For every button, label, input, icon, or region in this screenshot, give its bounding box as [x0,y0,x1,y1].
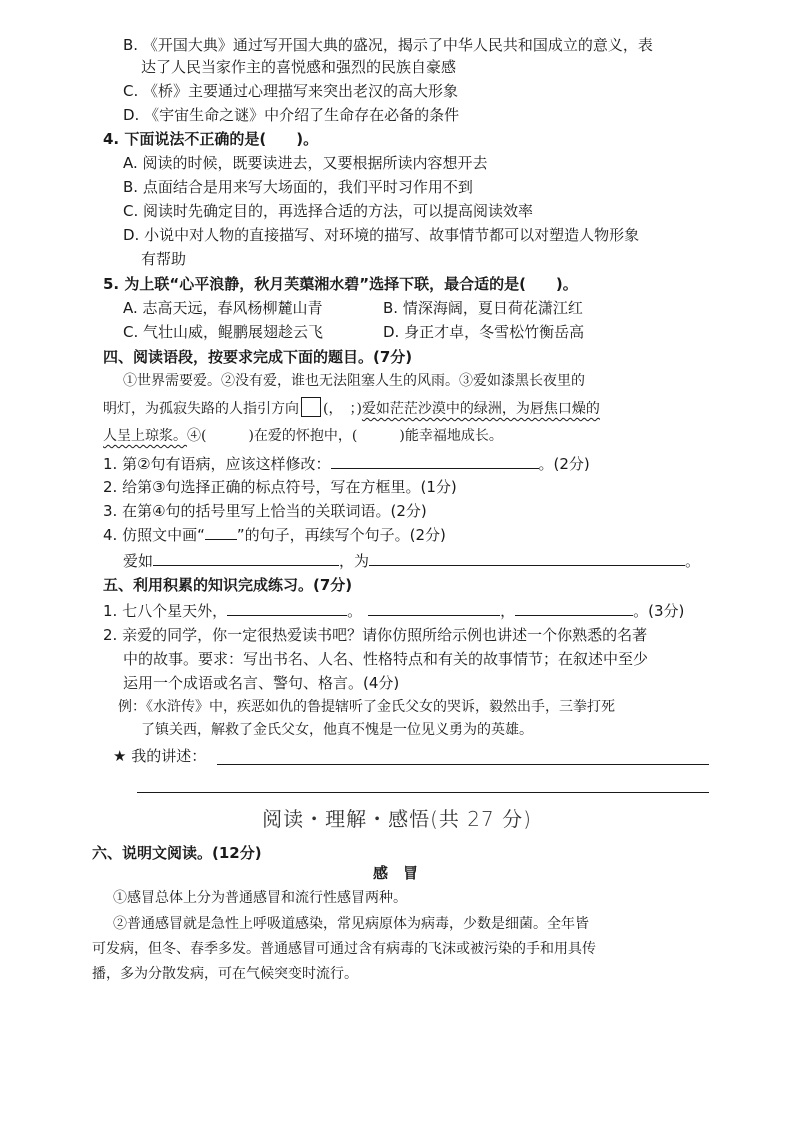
section5-q1-score: 。(3分) [633,602,685,620]
section4-q4-label-a: 4. 仿照文中画“ [103,526,205,544]
poem-comma: ， [500,602,516,620]
section5-q2-line2: 中的故事。要求：写出书名、人名、性格特点和有关的故事情节；在叙述中至少 [123,650,649,668]
punctuation-choices: (， ；) [323,401,362,417]
wavy-underlined-sentence-part2: 人呈上琼浆。 [103,428,187,444]
wavy-underlined-sentence-part1: 爱如茫茫沙漠中的绿洲，为唇焦口燥的 [361,401,600,417]
wavy-mark-sample [205,525,237,540]
article-paragraph-2-line3: 播，多为分散发病，可在气候突变时流行。 [92,966,358,982]
section4-q1-score: 。(2分) [538,455,590,473]
q4-option-d-line1: D. 小说中对人物的直接描写、对环境的描写、故事情节都可以对塑造人物形象 [123,226,640,244]
q4-option-d-line2: 有帮助 [141,250,187,268]
section4-q2: 2. 给第③句选择正确的标点符号，写在方框里。(1分) [103,478,457,496]
section6-heading: 六、说明文阅读。(12分) [92,844,262,862]
q4-stem: 4. 下面说法不正确的是( )。 [103,130,319,148]
q3-option-b-line2: 达了人民当家作主的喜悦感和强烈的民族自豪感 [141,58,457,76]
section5-q2-line3: 运用一个成语或名言、警句、格言。(4分) [123,674,400,692]
poem-blank-3[interactable] [515,599,633,616]
q3-option-c: C. 《桥》主要通过心理描写来突出老汉的高大形象 [123,82,459,100]
section4-passage-line1: ①世界需要爱。②没有爱，谁也无法阻塞人生的风雨。③爱如漆黑长夜里的 [123,373,585,389]
article-paragraph-2-line1: ②普通感冒就是急性上呼吸道感染，常见病原体为病毒，少数是细菌。全年皆 [113,916,589,932]
section4-q4 [103,524,446,546]
my-story-answer-line-1[interactable] [217,764,709,765]
section4-passage-line3 [103,425,503,447]
section5-q2-line1: 2. 亲爱的同学，你一定很热爱读书吧？请你仿照所给示例也讲述一个你熟悉的名著 [103,626,648,644]
section4-q3: 3. 在第④句的括号里写上恰当的关联词语。(2分) [103,502,427,520]
passage-sentence4: ④( )在爱的怀抱中，( )能幸福地成长。 [187,428,503,444]
poem-blank-1[interactable] [227,599,347,616]
poem-blank-2[interactable] [368,599,500,616]
example-line2: 了镇关西，解救了金氏父女，他真不愧是一位见义勇为的英雄。 [141,722,533,738]
section5-q1-label: 1. 七八个星天外， [103,602,228,620]
love-as-blank[interactable] [153,549,339,566]
my-story-answer-line-2[interactable] [137,792,709,793]
article-paragraph-1: ①感冒总体上分为普通感冒和流行性感冒两种。 [113,890,407,906]
article-title: 感 冒 [373,864,419,882]
q3-option-d: D. 《宇宙生命之谜》中介绍了生命存在必备的条件 [123,106,460,124]
period: 。 [685,552,701,570]
q3-option-b-line1: B. 《开国大典》通过写开国大典的盛况，揭示了中华人民共和国成立的意义，表 [123,36,653,54]
example-line1: 例：《水浒传》中，疾恶如仇的鲁提辖听了金氏父女的哭诉，毅然出手，三拳打死 [118,699,615,715]
for-blank[interactable] [369,549,685,566]
q5-option-d: D. 身正才卓，冬雪松竹衡岳高 [383,323,585,341]
section4-heading: 四、阅读语段，按要求完成下面的题目。(7分) [103,348,413,366]
q5-option-b: B. 情深海阔，夏日荷花潇江红 [383,299,583,317]
star-icon: ★ [113,747,127,765]
article-paragraph-2-line2: 可发病，但冬、春季多发。普通感冒可通过含有病毒的飞沫或被污染的手和用具传 [92,941,596,957]
passage-line2-start: 明灯，为孤寂失路的人指引方向 [103,401,299,417]
section4-q4-answer-line [123,549,700,572]
section4-passage-line2 [103,397,600,420]
poem-period-1: 。 [347,602,363,620]
section4-q1-label: 1. 第②句有语病，应该这样修改： [103,455,331,473]
my-story-label: 我的讲述： [131,747,207,765]
q1-answer-blank[interactable] [331,452,539,469]
my-story-row [113,745,206,767]
reading-section-banner: 阅读・理解・感悟(共 27 分) [262,807,532,831]
section5-heading: 五、利用积累的知识完成练习。(7分) [103,576,353,594]
q5-option-c: C. 气壮山威，鲲鹏展翅趁云飞 [123,323,324,341]
q5-stem: 5. 为上联“心平浪静，秋月芙蕖湘水碧”选择下联，最合适的是( )。 [103,275,578,293]
love-as-label: 爱如 [123,552,154,570]
q4-option-c: C. 阅读时先确定目的，再选择合适的方法，可以提高阅读效率 [123,202,534,220]
q4-option-b: B. 点面结合是用来写大场面的，我们平时习作用不到 [123,178,473,196]
section4-q4-label-b: ”的句子，再续写个句子。(2分) [236,526,446,544]
q5-option-a: A. 志高天远，春风杨柳麓山青 [123,299,323,317]
q4-option-a: A. 阅读的时候，既要读进去，又要根据所读内容想开去 [123,154,488,172]
section4-q1 [103,452,590,475]
punctuation-answer-box[interactable] [301,397,321,417]
section5-q1 [103,599,684,622]
for-label: ，为 [339,552,370,570]
